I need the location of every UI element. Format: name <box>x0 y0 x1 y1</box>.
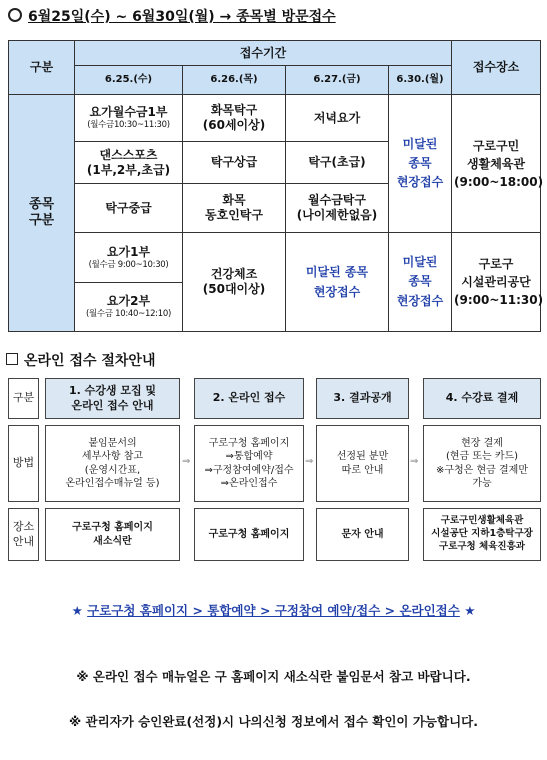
step3-method: 선정된 분만 따로 안내 <box>316 425 409 502</box>
step2-method: 구로구청 홈페이지 ⇒통합예약 ⇒구정참여예약/접수 ⇒온라인접수 <box>194 425 304 502</box>
yoga2-time: (월수금 10:40~12:10) <box>86 309 171 320</box>
cell-tt-mwf: 월수금탁구 (나이제한없음) <box>286 184 389 233</box>
cell-unfilled-onsite-1: 미달된 종목 현장접수 <box>389 95 452 233</box>
step3-place: 문자 안내 <box>316 508 409 561</box>
arrow-right-icon: ⇒ <box>410 456 419 467</box>
section2-title: 온라인 접수 절차안내 <box>24 353 156 369</box>
cell-tt-tue-thu-60: 화목탁구 (60세이상) <box>183 95 286 142</box>
step1-method: 붙임문서의 세부사항 참고 (운영시간표, 온라인접수매뉴얼 등) <box>45 425 180 502</box>
header-gubun: 구분 <box>9 41 75 95</box>
step2-place: 구로구청 홈페이지 <box>194 508 304 561</box>
cell-unfilled-onsite-mid: 미달된 종목 현장접수 <box>286 233 389 332</box>
cell-yoga2 <box>75 283 183 332</box>
section2-heading <box>6 350 155 370</box>
yoga1-time: (월수금 9:00~10:30) <box>88 259 169 270</box>
arrow-right-icon: ⇒ <box>182 456 191 467</box>
header-place: 접수장소 <box>452 41 541 95</box>
cell-tt-intermediate: 탁구중급 <box>75 184 183 233</box>
cell-place-facility: 구로구 시설관리공단 (9:00~11:30) <box>452 233 541 332</box>
date-0627: 6.27.(금) <box>286 66 389 95</box>
arrow-right-icon: ⇒ <box>305 456 314 467</box>
star-icon: ★ <box>464 603 476 618</box>
step3-title: 3. 결과공개 <box>316 378 409 419</box>
step4-title: 4. 수강료 결제 <box>423 378 541 419</box>
note-approval: ※ 관리자가 승인완료(선정)시 나의신청 정보에서 접수 확인이 가능합니다. <box>69 714 478 729</box>
star-icon: ★ <box>71 603 83 618</box>
proc-method-label: 방법 <box>8 425 39 502</box>
cell-health-exercise: 건강체조 (50대이상) <box>183 233 286 332</box>
cell-yoga-mwf1 <box>75 95 183 142</box>
cell-evening-yoga: 저녁요가 <box>286 95 389 142</box>
cell-tt-club: 화목 동호인탁구 <box>183 184 286 233</box>
date-0626: 6.26.(목) <box>183 66 286 95</box>
header-period: 접수기간 <box>75 41 452 66</box>
cell-place-gym: 구로구민 생활체육관 (9:00~18:00) <box>452 95 541 233</box>
cell-tt-beginner: 탁구(초급) <box>286 142 389 184</box>
link-path <box>0 601 547 619</box>
step4-place: 구로구민생활체육관 시설공단 지하1층탁구장 구로구청 체육진흥과 <box>423 508 541 561</box>
proc-place-label: 장소 안내 <box>8 508 39 561</box>
section1-title: 6월25일(수) ~ 6월30일(월) → 종목별 방문접수 <box>28 9 336 25</box>
step1-title: 1. 수강생 모집 및 온라인 접수 안내 <box>45 378 180 419</box>
yoga-mwf1-time: (월수금10:30~11:30) <box>87 120 170 131</box>
proc-gubun: 구분 <box>8 378 39 419</box>
step1-place: 구로구청 홈페이지 새소식란 <box>45 508 180 561</box>
circle-bullet-icon <box>8 8 22 22</box>
step2-title: 2. 온라인 접수 <box>194 378 304 419</box>
note-manual: ※ 온라인 접수 매뉴얼은 구 홈페이지 새소식란 붙임문서 참고 바랍니다. <box>76 669 471 684</box>
step4-method: 현장 결제 (현금 또는 카드) ※구청은 현금 결제만 가능 <box>423 425 541 502</box>
yoga2-title: 요가2부 <box>106 294 151 309</box>
cell-dancesport: 댄스스포츠 (1부,2부,초급) <box>75 142 183 184</box>
cell-yoga1 <box>75 233 183 283</box>
square-bullet-icon <box>6 353 18 365</box>
date-0625: 6.25.(수) <box>75 66 183 95</box>
link-path-text[interactable]: 구로구청 홈페이지 > 통합예약 > 구정참여 예약/접수 > 온라인접수 <box>87 603 460 618</box>
schedule-table <box>8 40 544 332</box>
cell-unfilled-onsite-2: 미달된 종목 현장접수 <box>389 233 452 332</box>
yoga-mwf1-title: 요가월수금1부 <box>89 105 168 120</box>
section1-heading <box>8 6 336 26</box>
cell-tt-advanced: 탁구상급 <box>183 142 286 184</box>
yoga1-title: 요가1부 <box>106 244 151 259</box>
category-cell: 종목 구분 <box>9 95 75 332</box>
date-0630: 6.30.(월) <box>389 66 452 95</box>
